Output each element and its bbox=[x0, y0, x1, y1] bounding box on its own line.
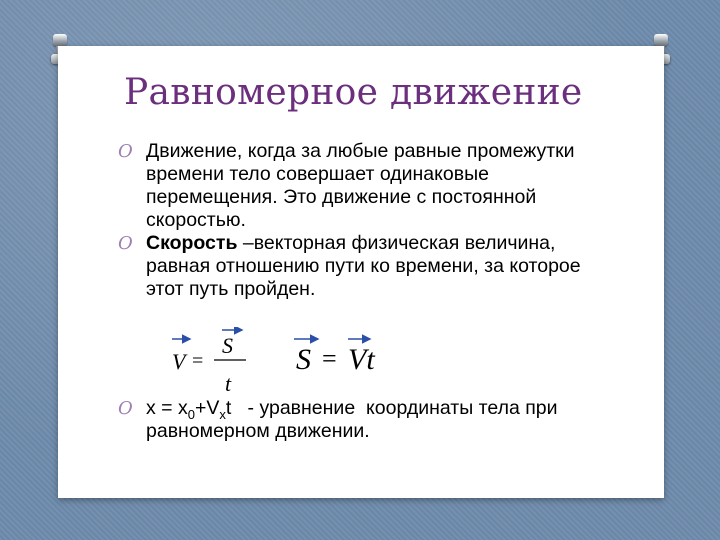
bullet-velocity bbox=[118, 232, 618, 301]
bullet-coordinate-equation bbox=[118, 397, 646, 443]
slide-title: Равномерное движение bbox=[124, 72, 583, 113]
formula-displacement-rhs: Vt bbox=[348, 343, 375, 376]
bullet-list bbox=[118, 140, 618, 301]
equation-description: - уравнение координаты тела при равномерном движении. bbox=[146, 397, 563, 442]
equation-sub-0: 0 bbox=[187, 406, 195, 422]
formula-velocity bbox=[172, 330, 246, 396]
velocity-term: Скорость bbox=[146, 232, 238, 254]
formula-velocity-lhs: V bbox=[172, 349, 186, 374]
equation-t: t bbox=[225, 397, 232, 419]
equation-plus-v: +V bbox=[194, 397, 220, 419]
formula-velocity-denominator: t bbox=[225, 371, 232, 396]
bullet-marker-icon: O bbox=[118, 141, 133, 162]
formula-displacement-lhs: S bbox=[296, 343, 311, 376]
velocity-definition-text: –векторная физическая величина, равная отношению пути ко времени, за которое этот путь пройден. bbox=[146, 232, 581, 300]
formula-displacement bbox=[294, 339, 375, 376]
bullet-definition bbox=[118, 140, 618, 232]
formula-velocity-eq: = bbox=[192, 350, 204, 372]
formula-displacement-eq: = bbox=[322, 344, 337, 373]
formulas bbox=[150, 327, 410, 397]
bullet-marker-icon: O bbox=[118, 233, 133, 254]
formula-velocity-numerator: S bbox=[222, 333, 233, 358]
bullet-marker-icon: O bbox=[118, 398, 133, 419]
equation-x: x = x bbox=[146, 397, 188, 419]
bullet-definition-text: Движение, когда за любые равные промежутки времени тело совершает одинаковые перемещения. Это движение с постоянной скоростью. bbox=[146, 140, 575, 231]
equation-sub-x: x bbox=[219, 406, 226, 422]
